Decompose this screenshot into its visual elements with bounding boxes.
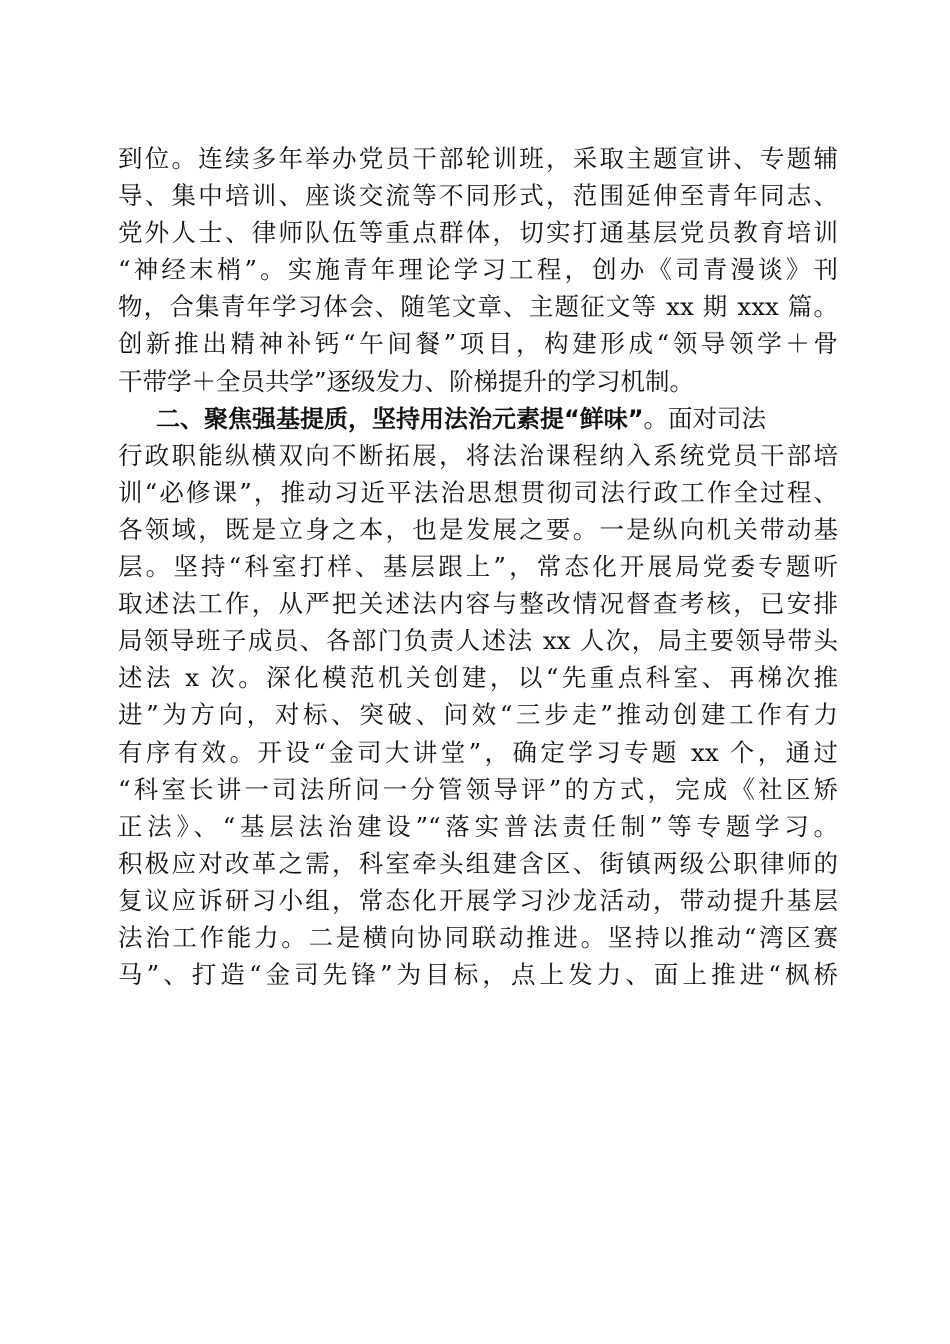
paragraph-1-line-7: 干带学＋全员共学”逐级发力、阶梯提升的学习机制。 [118, 366, 695, 396]
paragraph-2-line-2: 行政职能纵横双向不断拓展，将法治课程纳入系统党员干部培 [118, 440, 838, 470]
paragraph-1-line-5: 物，合集青年学习体会、随笔文章、主题征文等 xx 期 xxx 篇。 [118, 292, 838, 322]
paragraph-2-line-15: 法治工作能力。二是横向协同联动推进。坚持以推动“湾区赛 [118, 922, 838, 952]
paragraph-2-line-12: 正法》、“基层法治建设”“落实普法责任制”等专题学习。 [118, 811, 838, 841]
paragraph-1-line-3: 党外人士、律师队伍等重点群体，切实打通基层党员教育培训 [118, 218, 838, 248]
paragraph-2-first-line-rest: 。面对司法 [643, 403, 767, 433]
paragraph-1-line-4: “神经末梢”。实施青年理论学习工程，创办《司青漫谈》刊 [118, 255, 838, 285]
paragraph-2-line-5: 层。坚持“科室打样、基层跟上”，常态化开展局党委专题听 [118, 552, 838, 582]
section-heading: 二、聚焦强基提质，坚持用法治元素提“鲜味” [156, 404, 644, 433]
paragraph-2-line-13: 积极应对改革之需，科室牵头组建含区、街镇两级公职律师的 [118, 848, 838, 878]
paragraph-2-line-11: “科室长讲一司法所问一分管领导评”的方式，完成《社区矫 [118, 774, 838, 804]
paragraph-2-line-3: 训“必修课”，推动习近平法治思想贯彻司法行政工作全过程、 [118, 477, 838, 507]
paragraph-2-line-14: 复议应诉研习小组，常态化开展学习沙龙活动，带动提升基层 [118, 885, 838, 915]
paragraph-2-first-line [118, 400, 838, 437]
paragraph-2-line-4: 各领域，既是立身之本，也是发展之要。一是纵向机关带动基 [118, 514, 838, 544]
paragraph-1-line-2: 导、集中培训、座谈交流等不同形式，范围延伸至青年同志、 [118, 181, 838, 211]
paragraph-1-line-6: 创新推出精神补钙“午间餐”项目，构建形成“领导领学＋骨 [118, 329, 838, 359]
paragraph-2-line-10: 有序有效。开设“金司大讲堂”，确定学习专题 xx 个，通过 [118, 737, 838, 767]
paragraph-2-line-16: 马”、打造“金司先锋”为目标，点上发力、面上推进“枫桥 [118, 960, 838, 990]
paragraph-2-line-8: 述法 x 次。深化模范机关创建，以“先重点科室、再梯次推 [118, 663, 838, 693]
paragraph-2-line-9: 进”为方向，对标、突破、问效“三步走”推动创建工作有力 [118, 700, 838, 730]
document-body [118, 140, 838, 993]
paragraph-2-line-6: 取述法工作，从严把关述法内容与整改情况督查考核，已安排 [118, 589, 838, 619]
paragraph-2-line-7: 局领导班子成员、各部门负责人述法 xx 人次，局主要领导带头 [118, 626, 838, 656]
paragraph-1-line-1: 到位。连续多年举办党员干部轮训班，采取主题宣讲、专题辅 [118, 144, 838, 173]
